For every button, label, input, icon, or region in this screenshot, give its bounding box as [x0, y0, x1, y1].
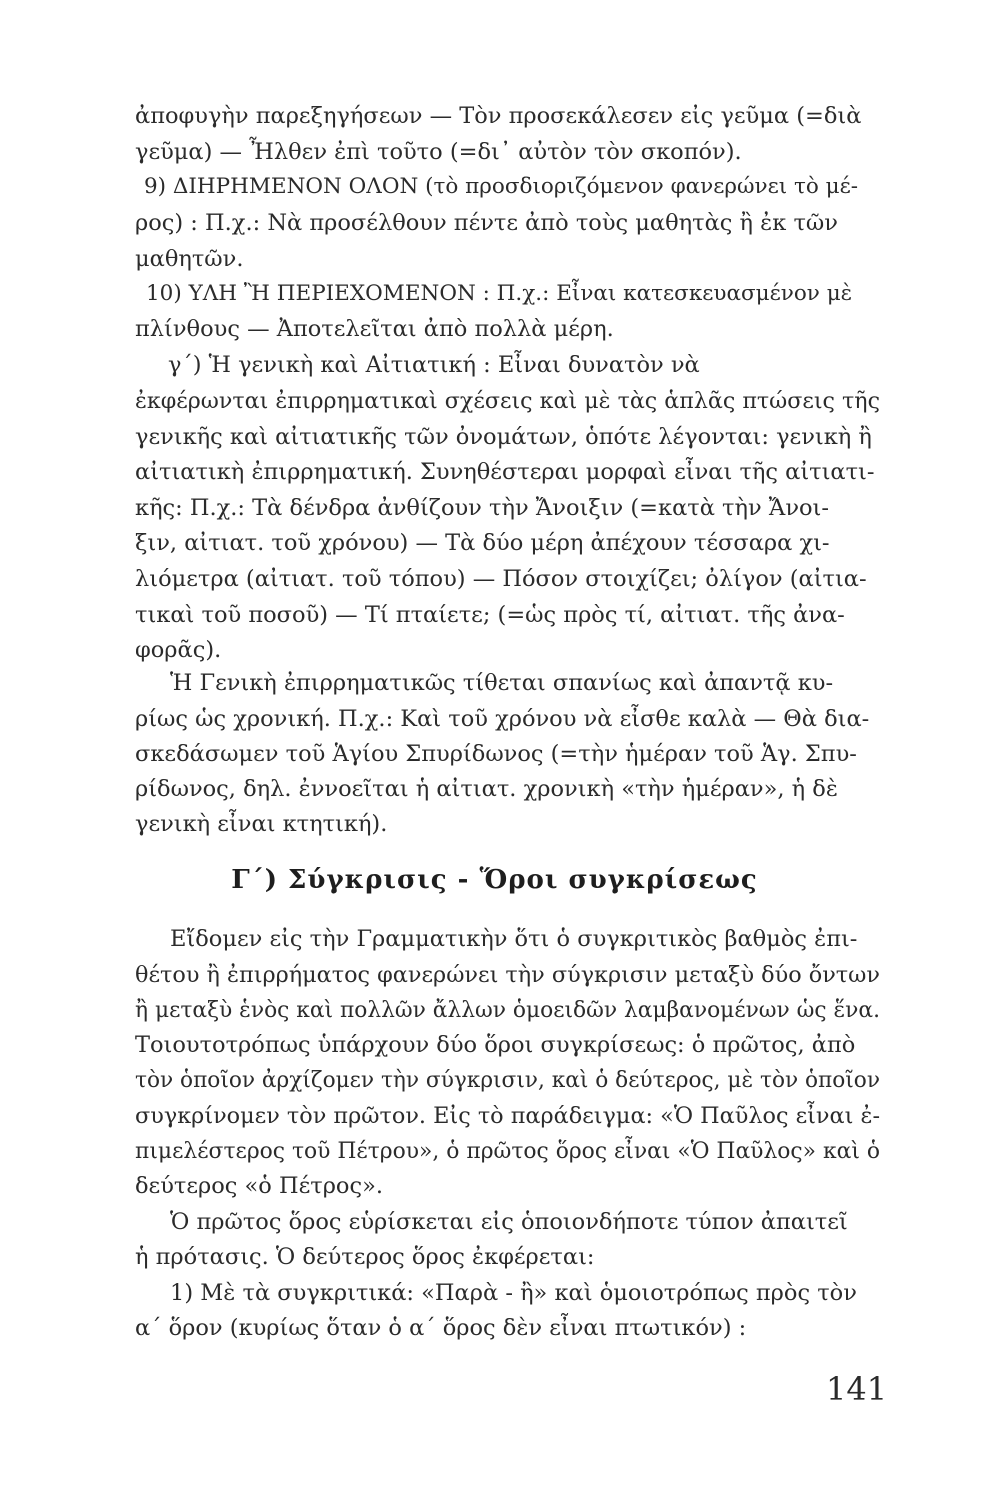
text-line: αἰτιατικὴ ἐπιρρηματική. Συνηθέστεραι μορφαὶ εἶναι τῆς αἰτιατι- [135, 458, 875, 485]
text-line: 9) ΔΙΗΡΗΜΕΝΟΝ ΟΛΟΝ (τὸ προσδιοριζόμενον φανερώνει τὸ μέ- [144, 174, 859, 200]
text-line: 1) Μὲ τὰ συγκριτικά: «Παρὰ - ἢ» καὶ ὁμοιοτρόπως πρὸς τὸν [170, 1279, 857, 1306]
text-line: τὸν ὁποῖον ἀρχίζομεν τὴν σύγκρισιν, καὶ ὁ δεύτερος, μὲ τὸν ὁποῖον [135, 1067, 880, 1094]
text-line: Εἴδομεν εἰς τὴν Γραμματικὴν ὅτι ὁ συγκριτικὸς βαθμὸς ἐπι- [170, 926, 858, 953]
text-line: λιόμετρα (αἰτιατ. τοῦ τόπου) — Πόσον στοιχίζει; ὀλίγον (αἰτια- [135, 566, 867, 593]
text-line: ξιν, αἰτιατ. τοῦ χρόνου) — Τὰ δύο μέρη ἀπέχουν τέσσαρα χι- [135, 530, 830, 557]
text-line: σκεδάσωμεν τοῦ Ἁγίου Σπυρίδωνος (=τὴν ἡμέραν τοῦ Ἁγ. Σπυ- [135, 740, 857, 767]
text-line: γενικῆς καὶ αἰτιατικῆς τῶν ὀνομάτων, ὁπότε λέγονται: γενικὴ ἢ [135, 423, 872, 450]
text-line: ρος) : Π.χ.: Νὰ προσέλθουν πέντε ἀπὸ τοὺς μαθητὰς ἢ ἐκ τῶν [135, 210, 838, 237]
text-line: ἡ πρότασις. Ὁ δεύτερος ὅρος ἐκφέρεται: [135, 1244, 595, 1271]
text-line: συγκρίνομεν τὸν πρῶτον. Εἰς τὸ παράδειγμα: «Ὁ Παῦλος εἶναι ἐ- [135, 1102, 881, 1129]
text-line: κῆς: Π.χ.: Τὰ δένδρα ἀνθίζουν τὴν Ἄνοιξιν (=κατὰ τὴν Ἄνοι- [135, 494, 829, 521]
text-line: ἐκφέρωνται ἐπιρρηματικαὶ σχέσεις καὶ μὲ τὰς ἁπλᾶς πτώσεις τῆς [135, 387, 881, 414]
text-line: θέτου ἢ ἐπιρρήματος φανερώνει τὴν σύγκρισιν μεταξὺ δύο ὄντων [135, 961, 880, 988]
text-line: Ἡ Γενικὴ ἐπιρρηματικῶς τίθεται σπανίως καὶ ἀπαντᾷ κυ- [170, 670, 834, 697]
text-line: γεῦμα) — Ἦλθεν ἐπὶ τοῦτο (=δι᾿ αὐτὸν τὸν σκοπόν). [135, 139, 742, 166]
text-line: α´ ὅρον (κυρίως ὅταν ὁ α´ ὅρος δὲν εἶναι πτωτικόν) : [135, 1314, 747, 1341]
text-line: πλίνθους — Ἀποτελεῖται ἀπὸ πολλὰ μέρη. [135, 316, 614, 343]
text-line: 10) ΥΛΗ Ἢ ΠΕΡΙΕΧΟΜΕΝΟΝ : Π.χ.: Εἶναι κατεσκευασμένον μὲ [146, 280, 853, 306]
text-line: Τοιουτοτρόπως ὑπάρχουν δύο ὅροι συγκρίσεως: ὁ πρῶτος, ἀπὸ [135, 1032, 856, 1058]
text-line: ρίδωνος, δηλ. ἐννοεῖται ἡ αἰτιατ. χρονικὴ «τὴν ἡμέραν», ἡ δὲ [135, 775, 838, 802]
text-line: ρίως ὡς χρονική. Π.χ.: Καὶ τοῦ χρόνου νὰ εἶσθε καλὰ — Θὰ δια- [135, 705, 870, 732]
text-line: γενικὴ εἶναι κτητική). [135, 811, 388, 838]
text-line: γ´) Ἡ γενικὴ καὶ Αἰτιατική : Εἶναι δυνατὸν νὰ [168, 352, 700, 379]
text-line: ἢ μεταξὺ ἑνὸς καὶ πολλῶν ἄλλων ὁμοειδῶν λαμβανομένων ὡς ἕνα. [135, 996, 881, 1023]
text-line: ἀποφυγὴν παρεξηγήσεων — Τὸν προσεκάλεσεν εἰς γεῦμα (=διὰ [135, 103, 862, 129]
text-line: δεύτερος «ὁ Πέτρος». [135, 1173, 383, 1199]
text-line: μαθητῶν. [135, 245, 244, 272]
text-line: Ὁ πρῶτος ὅρος εὑρίσκεται εἰς ὁποιονδήποτε τύπον ἀπαιτεῖ [170, 1209, 848, 1236]
text-line: πιμελέστερος τοῦ Πέτρου», ὁ πρῶτος ὅρος εἶναι «Ὁ Παῦλος» καὶ ὁ [135, 1137, 880, 1164]
text-line: φορᾶς). [135, 636, 222, 663]
page-number: 141 [826, 1370, 888, 1408]
section-heading: Γ´) Σύγκρισις - Ὅροι συγκρίσεως [231, 864, 758, 895]
text-line: τικαὶ τοῦ ποσοῦ) — Τί πταίετε; (=ὡς πρὸς τί, αἰτιατ. τῆς ἀνα- [135, 601, 845, 628]
